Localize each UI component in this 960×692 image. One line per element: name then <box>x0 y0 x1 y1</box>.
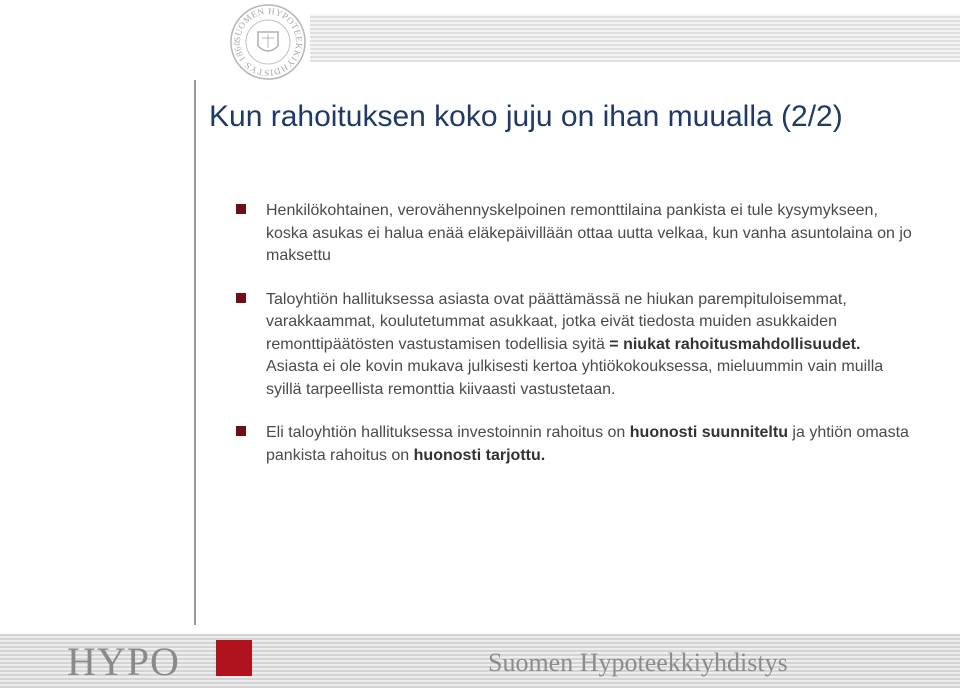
bullet-text: ja yhtiön omasta pankista rahoitus on <box>266 424 909 464</box>
bullet-item <box>236 200 916 268</box>
logo-red-square <box>216 640 252 676</box>
footer-tagline: Suomen Hypoteekkiyhdistys <box>488 648 788 677</box>
bullet-square-icon <box>236 204 246 214</box>
bullet-emphasis: = niukat rahoitusmahdollisuudet. <box>609 335 861 353</box>
vertical-divider <box>194 80 196 625</box>
bullet-text: Henkilökohtainen, verovähennyskelpoinen remonttilaina pankista ei tule kysymykseen, koska asukas ei halua enää eläkepäivillään ottaa uutta velkaa, kun vanha asuntolaina on jo maksettu <box>266 202 912 264</box>
bullet-text: Asiasta ei ole kovin mukava julkisesti kertoa yhtiökokouksessa, mieluummin vain muilla syillä tarpeellista remonttia kiivaasti vastustetaan. <box>266 358 884 398</box>
bullet-text: Taloyhtiön hallituksessa asiasta ovat päättämässä ne hiukan parempituloisemmat, varakkaammat, koulutetummat asukkaat, jotka eivät tiedosta muiden asukkaiden remonttipäätösten vastustamisen todellisia syitä <box>266 290 847 353</box>
bullet-item <box>236 289 916 402</box>
slide-title: Kun rahoituksen koko juju on ihan muualla (2/2) <box>209 100 843 133</box>
bullet-emphasis: huonosti tarjottu. <box>413 446 546 464</box>
bullet-square-icon <box>236 293 246 303</box>
bullet-item <box>236 422 916 467</box>
bullet-square-icon <box>236 426 246 436</box>
bullet-emphasis: huonosti suunniteltu <box>629 424 788 441</box>
association-seal-icon <box>228 2 308 82</box>
bullet-text: Eli taloyhtiön hallituksessa investoinnin rahoitus on <box>266 424 630 441</box>
header-decorative-band <box>310 14 960 62</box>
bullet-list <box>236 200 916 488</box>
hypo-logo: HYPO <box>67 639 180 684</box>
seal-text: SUOMEN HYPOTEEKKIYHDISTYS 1860 <box>231 5 305 79</box>
